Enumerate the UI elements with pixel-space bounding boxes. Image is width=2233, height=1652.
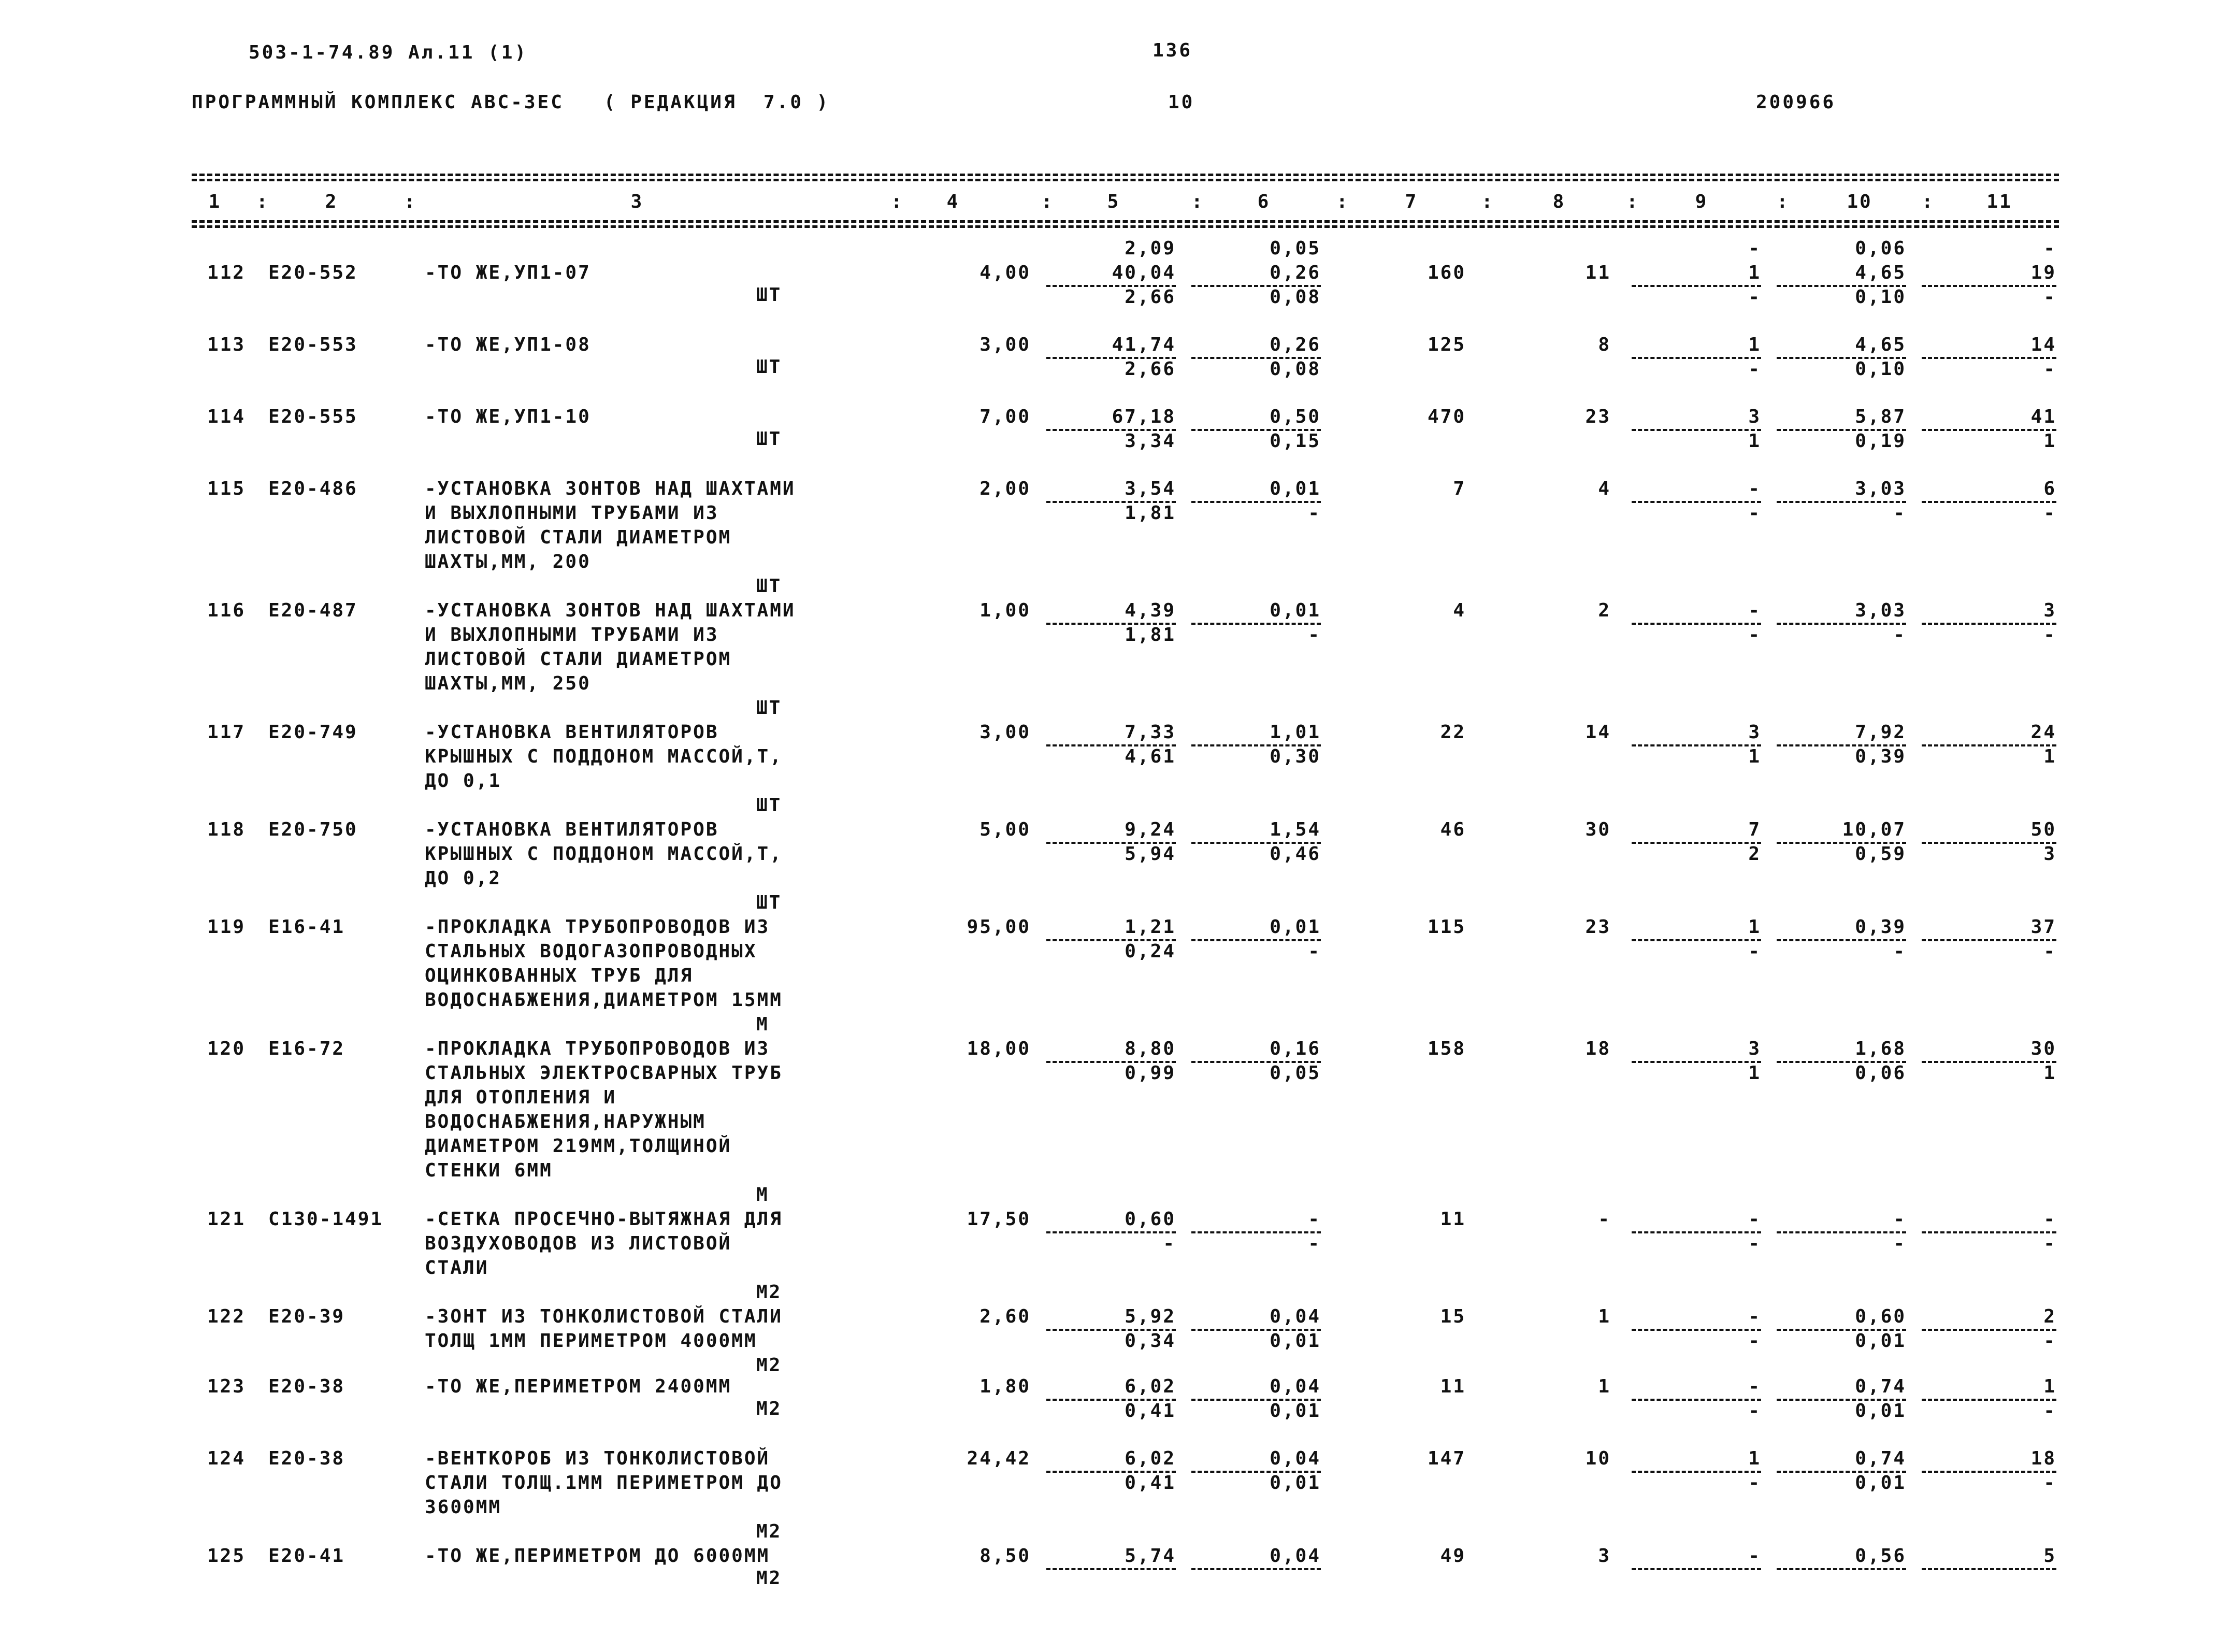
- value-col-6: 1,01: [1270, 722, 1321, 743]
- value-col-8: 4: [1598, 478, 1611, 499]
- value-col-4: 3,00: [979, 722, 1031, 743]
- row-description-line: -ТО ЖЕ,ПЕРИМЕТРОМ 2400ММ: [425, 1376, 732, 1397]
- row-description-line: -ТО ЖЕ,УП1-07: [425, 262, 591, 283]
- value-col-6: 0,50: [1270, 406, 1321, 427]
- value-col-9: 3: [1748, 1038, 1761, 1059]
- value-col-10: 0,74: [1855, 1448, 1906, 1469]
- row-description-line: ЛИСТОВОЙ СТАЛИ ДИАМЕТРОМ: [425, 527, 732, 548]
- column-separator: :: [1626, 191, 1639, 212]
- value-col-7: 22: [1440, 722, 1466, 743]
- row-description-line: -ТО ЖЕ,УП1-10: [425, 406, 591, 427]
- value-col-11: -: [2043, 1233, 2056, 1254]
- value-col-5: 0,34: [1125, 1330, 1176, 1352]
- column-header-5: 5: [1107, 191, 1120, 212]
- value-col-5: 3,54: [1125, 478, 1176, 499]
- value-col-9: -: [1748, 1209, 1761, 1230]
- value-col-11: -: [2043, 1400, 2056, 1421]
- value-col-8: 3: [1598, 1545, 1611, 1567]
- value-col-5: 3,34: [1125, 430, 1176, 452]
- value-col-7: 7: [1453, 478, 1466, 499]
- row-code: Е20-487: [268, 600, 358, 621]
- row-description-line: КРЫШНЫХ С ПОДДОНОМ МАССОЙ,Т,: [425, 843, 783, 865]
- value-col-8: 1: [1598, 1376, 1611, 1397]
- row-description-line: -СЕТКА ПРОСЕЧНО-ВЫТЯЖНАЯ ДЛЯ: [425, 1209, 783, 1230]
- column-header-4: 4: [946, 191, 960, 212]
- value-col-6: 0,15: [1270, 430, 1321, 452]
- value-col-11: 18: [2030, 1448, 2056, 1469]
- row-description-line: 3600ММ: [425, 1497, 502, 1518]
- value-col-11: -: [2043, 502, 2056, 524]
- value-col-9: -: [1748, 478, 1761, 499]
- value-col-10: -: [1893, 941, 1906, 962]
- column-separator: :: [1191, 191, 1204, 212]
- row-description-line: ДО 0,1: [425, 770, 502, 792]
- value-col-6: -: [1308, 941, 1321, 962]
- unit-of-measure: М: [756, 1184, 769, 1205]
- value-col-8: 18: [1585, 1038, 1611, 1059]
- column-separator: :: [891, 191, 904, 212]
- row-description-line: ШАХТЫ,ММ, 200: [425, 551, 591, 572]
- unit-of-measure: ШТ: [756, 428, 782, 450]
- value-col-9: 1: [1748, 1062, 1761, 1084]
- value-col-5: 4,39: [1125, 600, 1176, 621]
- value-col-5: 1,81: [1125, 624, 1176, 645]
- dashed-separator-col-5: [1046, 1568, 1176, 1570]
- value-col-6: 0,01: [1270, 600, 1321, 621]
- dashed-separator-col-6: [1191, 1568, 1321, 1570]
- value-col-4: 1,80: [979, 1376, 1031, 1397]
- value-col-7: 125: [1427, 334, 1466, 355]
- row-number: 115: [207, 478, 246, 499]
- row-number: 119: [207, 916, 246, 938]
- row-description-line: ДЛЯ ОТОПЛЕНИЯ И: [425, 1087, 617, 1108]
- row-number: 112: [207, 262, 246, 283]
- value-col-10: 1,68: [1855, 1038, 1906, 1059]
- row-code: Е20-39: [268, 1306, 345, 1327]
- value-col-8: 2: [1598, 600, 1611, 621]
- value-col-11: 37: [2030, 916, 2056, 938]
- value-col-9: -: [1748, 1545, 1761, 1567]
- value-col-6: -: [1308, 1209, 1321, 1230]
- row-number: 118: [207, 819, 246, 840]
- value-col-11: -: [2043, 1209, 2056, 1230]
- row-description-line: ВОЗДУХОВОДОВ ИЗ ЛИСТОВОЙ: [425, 1233, 732, 1254]
- value-col-9: 1: [1748, 916, 1761, 938]
- value-col-11: 24: [2030, 722, 2056, 743]
- row-number: 120: [207, 1038, 246, 1059]
- column-header-1: 1: [208, 191, 222, 212]
- value-col-5: 6,02: [1125, 1448, 1176, 1469]
- value-col-5: 0,24: [1125, 941, 1176, 962]
- row-description-line: И ВЫХЛОПНЫМИ ТРУБАМИ ИЗ: [425, 624, 719, 645]
- value-col-10: 0,10: [1855, 286, 1906, 308]
- row-description-line: ДИАМЕТРОМ 219ММ,ТОЛЩИНОЙ: [425, 1136, 732, 1157]
- value-col-10: 0,60: [1855, 1306, 1906, 1327]
- value-col-9: 1: [1748, 746, 1761, 767]
- unit-of-measure: ШТ: [756, 795, 782, 816]
- value-col-5: 41,74: [1112, 334, 1176, 355]
- row-code: Е16-41: [268, 916, 345, 938]
- dashed-separator-col-11: [1922, 1568, 2056, 1570]
- column-header-2: 2: [325, 191, 338, 212]
- value-col-10: 0,56: [1855, 1545, 1906, 1567]
- value-col-4: 2,60: [979, 1306, 1031, 1327]
- value-col-6: 0,01: [1270, 478, 1321, 499]
- value-col-10: 3,03: [1855, 600, 1906, 621]
- value-col-10: 5,87: [1855, 406, 1906, 427]
- row-description-line: -УСТАНОВКА ВЕНТИЛЯТОРОВ: [425, 819, 719, 840]
- sheet-number: 10: [1168, 92, 1195, 113]
- row-description-line: СТАЛИ: [425, 1257, 489, 1278]
- value-col-5: 0,41: [1125, 1400, 1176, 1421]
- value-col-10: 0,59: [1855, 843, 1906, 865]
- column-separator: :: [404, 191, 417, 212]
- dashed-separator-col-10: [1777, 1568, 1906, 1570]
- row-number: 117: [207, 722, 246, 743]
- row-description-line: ЛИСТОВОЙ СТАЛИ ДИАМЕТРОМ: [425, 649, 732, 670]
- value-col-9: -: [1748, 600, 1761, 621]
- value-col-10: -: [1893, 1233, 1906, 1254]
- document-code: 200966: [1756, 92, 1836, 113]
- value-col-6: 0,01: [1270, 1472, 1321, 1493]
- value-col-11: -: [2043, 941, 2056, 962]
- value-col-10: 0,39: [1855, 746, 1906, 767]
- row-description-line: И ВЫХЛОПНЫМИ ТРУБАМИ ИЗ: [425, 502, 719, 524]
- value-col-7: 147: [1427, 1448, 1466, 1469]
- value-col-11: 30: [2030, 1038, 2056, 1059]
- value-col-5: 67,18: [1112, 406, 1176, 427]
- value-col-4: 17,50: [967, 1209, 1031, 1230]
- value-col-9: 1: [1748, 334, 1761, 355]
- value-col-11: 14: [2030, 334, 2056, 355]
- value-col-8: 14: [1585, 722, 1611, 743]
- unit-of-measure: ШТ: [756, 697, 782, 719]
- value-col-6: 0,46: [1270, 843, 1321, 865]
- value-col-6: -: [1308, 624, 1321, 645]
- value-col-9: -: [1748, 238, 1761, 259]
- value-col-9: -: [1748, 624, 1761, 645]
- row-number: 114: [207, 406, 246, 427]
- value-col-6: -: [1308, 502, 1321, 524]
- row-code: С130-1491: [268, 1209, 384, 1230]
- value-col-7: 49: [1440, 1545, 1466, 1567]
- value-col-5: 5,74: [1125, 1545, 1176, 1567]
- row-description-line: -ТО ЖЕ,ПЕРИМЕТРОМ ДО 6000ММ: [425, 1545, 770, 1567]
- value-col-5: 2,66: [1125, 358, 1176, 380]
- value-col-10: 4,65: [1855, 262, 1906, 283]
- value-col-7: 4: [1453, 600, 1466, 621]
- value-col-10: 10,07: [1842, 819, 1906, 840]
- row-code: Е20-486: [268, 478, 358, 499]
- unit-of-measure: М: [756, 1014, 769, 1035]
- row-description-line: ВОДОСНАБЖЕНИЯ,ДИАМЕТРОМ 15ММ: [425, 989, 783, 1011]
- column-separator: :: [1336, 191, 1349, 212]
- value-col-9: 1: [1748, 430, 1761, 452]
- value-col-11: 1: [2043, 746, 2056, 767]
- row-number: 122: [207, 1306, 246, 1327]
- table-header-rule-2: [192, 225, 2059, 228]
- value-col-9: -: [1748, 1400, 1761, 1421]
- row-description-line: -УСТАНОВКА ЗОНТОВ НАД ШАХТАМИ: [425, 600, 796, 621]
- column-header-7: 7: [1405, 191, 1418, 212]
- value-col-8: 23: [1585, 406, 1611, 427]
- value-col-6: 0,05: [1270, 238, 1321, 259]
- row-description-line: СТАЛЬНЫХ ЭЛЕКТРОСВАРНЫХ ТРУБ: [425, 1062, 783, 1084]
- column-header-10: 10: [1847, 191, 1872, 212]
- column-separator: :: [1777, 191, 1790, 212]
- unit-of-measure: М2: [756, 1568, 782, 1589]
- value-col-4: 95,00: [967, 916, 1031, 938]
- value-col-6: 0,30: [1270, 746, 1321, 767]
- value-col-5: -: [1163, 1233, 1176, 1254]
- value-col-11: 2: [2043, 1306, 2056, 1327]
- page-number: 136: [1152, 40, 1193, 61]
- value-col-6: 0,04: [1270, 1545, 1321, 1567]
- table-top-rule-2: [192, 179, 2059, 181]
- value-col-9: -: [1748, 502, 1761, 524]
- value-col-4: 7,00: [979, 406, 1031, 427]
- row-description-line: СТАЛИ ТОЛЩ.1ММ ПЕРИМЕТРОМ ДО: [425, 1472, 783, 1493]
- row-number: 113: [207, 334, 246, 355]
- value-col-7: 115: [1427, 916, 1466, 938]
- value-col-6: 0,01: [1270, 916, 1321, 938]
- value-col-6: 0,05: [1270, 1062, 1321, 1084]
- value-col-5: 4,61: [1125, 746, 1176, 767]
- value-col-10: -: [1893, 1209, 1906, 1230]
- value-col-11: 3: [2043, 843, 2056, 865]
- value-col-9: -: [1748, 941, 1761, 962]
- column-header-11: 11: [1986, 191, 2012, 212]
- value-col-11: -: [2043, 624, 2056, 645]
- row-description-line: ТОЛЩ 1ММ ПЕРИМЕТРОМ 4000ММ: [425, 1330, 757, 1352]
- unit-of-measure: М2: [756, 1355, 782, 1376]
- value-col-10: 0,10: [1855, 358, 1906, 380]
- value-col-6: 0,04: [1270, 1376, 1321, 1397]
- row-description-line: СТАЛЬНЫХ ВОДОГАЗОПРОВОДНЫХ: [425, 941, 757, 962]
- column-separator: :: [1922, 191, 1935, 212]
- value-col-9: -: [1748, 1306, 1761, 1327]
- value-col-9: -: [1748, 358, 1761, 380]
- value-col-11: -: [2043, 1330, 2056, 1352]
- value-col-10: 0,01: [1855, 1330, 1906, 1352]
- table-header-rule: [192, 220, 2059, 223]
- value-col-11: 41: [2030, 406, 2056, 427]
- value-col-10: 3,03: [1855, 478, 1906, 499]
- row-description-line: ДО 0,2: [425, 868, 502, 889]
- value-col-11: 1: [2043, 1062, 2056, 1084]
- value-col-6: 0,08: [1270, 358, 1321, 380]
- value-col-9: 3: [1748, 722, 1761, 743]
- value-col-5: 0,60: [1125, 1209, 1176, 1230]
- value-col-6: 0,04: [1270, 1448, 1321, 1469]
- row-code: Е16-72: [268, 1038, 345, 1059]
- value-col-4: 3,00: [979, 334, 1031, 355]
- value-col-9: 7: [1748, 819, 1761, 840]
- row-description-line: -ПРОКЛАДКА ТРУБОПРОВОДОВ ИЗ: [425, 916, 770, 938]
- value-col-8: 30: [1585, 819, 1611, 840]
- value-col-5: 0,41: [1125, 1472, 1176, 1493]
- row-code: Е20-553: [268, 334, 358, 355]
- row-description-line: СТЕНКИ 6ММ: [425, 1160, 553, 1181]
- value-col-5: 2,66: [1125, 286, 1176, 308]
- unit-of-measure: ШТ: [756, 356, 782, 378]
- value-col-6: 1,54: [1270, 819, 1321, 840]
- value-col-7: 46: [1440, 819, 1466, 840]
- value-col-11: -: [2043, 1472, 2056, 1493]
- row-description-line: КРЫШНЫХ С ПОДДОНОМ МАССОЙ,Т,: [425, 746, 783, 767]
- value-col-5: 0,99: [1125, 1062, 1176, 1084]
- value-col-5: 1,81: [1125, 502, 1176, 524]
- row-code: Е20-41: [268, 1545, 345, 1567]
- row-description-line: ОЦИНКОВАННЫХ ТРУБ ДЛЯ: [425, 965, 694, 986]
- row-description-line: -УСТАНОВКА ЗОНТОВ НАД ШАХТАМИ: [425, 478, 796, 499]
- value-col-9: -: [1748, 1376, 1761, 1397]
- value-col-6: 0,08: [1270, 286, 1321, 308]
- value-col-11: 5: [2043, 1545, 2056, 1567]
- value-col-10: -: [1893, 502, 1906, 524]
- value-col-7: 160: [1427, 262, 1466, 283]
- unit-of-measure: ШТ: [756, 284, 782, 306]
- row-description-line: -ЗОНТ ИЗ ТОНКОЛИСТОВОЙ СТАЛИ: [425, 1306, 783, 1327]
- value-col-9: 1: [1748, 1448, 1761, 1469]
- value-col-7: 11: [1440, 1209, 1466, 1230]
- value-col-5: 9,24: [1125, 819, 1176, 840]
- row-number: 123: [207, 1376, 246, 1397]
- row-description-line: -УСТАНОВКА ВЕНТИЛЯТОРОВ: [425, 722, 719, 743]
- unit-of-measure: М2: [756, 1398, 782, 1419]
- row-description-line: ВОДОСНАБЖЕНИЯ,НАРУЖНЫМ: [425, 1111, 706, 1132]
- row-description-line: -ВЕНТКОРОБ ИЗ ТОНКОЛИСТОВОЙ: [425, 1448, 770, 1469]
- row-number: 116: [207, 600, 246, 621]
- value-col-10: 0,01: [1855, 1472, 1906, 1493]
- unit-of-measure: М2: [756, 1282, 782, 1303]
- value-col-10: 0,06: [1855, 1062, 1906, 1084]
- row-description-line: -ТО ЖЕ,УП1-08: [425, 334, 591, 355]
- value-col-8: 8: [1598, 334, 1611, 355]
- value-col-6: 0,26: [1270, 262, 1321, 283]
- value-col-6: 0,16: [1270, 1038, 1321, 1059]
- value-col-10: -: [1893, 624, 1906, 645]
- column-header-9: 9: [1695, 191, 1708, 212]
- value-col-11: -: [2043, 286, 2056, 308]
- value-col-9: -: [1748, 1233, 1761, 1254]
- value-col-5: 5,94: [1125, 843, 1176, 865]
- value-col-11: 6: [2043, 478, 2056, 499]
- program-title: ПРОГРАММНЫЙ КОМПЛЕКС АВС-3ЕС ( РЕДАКЦИЯ 7.0 ): [192, 92, 830, 113]
- value-col-9: -: [1748, 286, 1761, 308]
- value-col-11: 50: [2030, 819, 2056, 840]
- value-col-4: 2,00: [979, 478, 1031, 499]
- row-number: 124: [207, 1448, 246, 1469]
- value-col-6: 0,26: [1270, 334, 1321, 355]
- value-col-11: 1: [2043, 1376, 2056, 1397]
- row-code: Е20-555: [268, 406, 358, 427]
- doc-code: 503-1-74.89 Ал.11 (1): [249, 42, 528, 63]
- row-description-line: ШАХТЫ,ММ, 250: [425, 673, 591, 694]
- value-col-5: 7,33: [1125, 722, 1176, 743]
- value-col-9: 2: [1748, 843, 1761, 865]
- value-col-6: -: [1308, 1233, 1321, 1254]
- value-col-7: 470: [1427, 406, 1466, 427]
- value-col-9: 3: [1748, 406, 1761, 427]
- value-col-5: 2,09: [1125, 238, 1176, 259]
- row-code: Е20-749: [268, 722, 358, 743]
- column-separator: :: [1041, 191, 1054, 212]
- column-header-6: 6: [1257, 191, 1271, 212]
- value-col-8: 11: [1585, 262, 1611, 283]
- table-top-rule: [192, 174, 2059, 176]
- value-col-10: 0,39: [1855, 916, 1906, 938]
- column-header-3: 3: [630, 191, 644, 212]
- value-col-11: -: [2043, 238, 2056, 259]
- value-col-5: 40,04: [1112, 262, 1176, 283]
- value-col-10: 0,01: [1855, 1400, 1906, 1421]
- dashed-separator-col-9: [1632, 1568, 1761, 1570]
- row-code: Е20-38: [268, 1448, 345, 1469]
- value-col-10: 0,74: [1855, 1376, 1906, 1397]
- row-description-line: -ПРОКЛАДКА ТРУБОПРОВОДОВ ИЗ: [425, 1038, 770, 1059]
- value-col-11: 1: [2043, 430, 2056, 452]
- column-separator: :: [256, 191, 269, 212]
- value-col-5: 8,80: [1125, 1038, 1176, 1059]
- value-col-8: 10: [1585, 1448, 1611, 1469]
- value-col-10: 7,92: [1855, 722, 1906, 743]
- value-col-5: 1,21: [1125, 916, 1176, 938]
- column-separator: :: [1481, 191, 1494, 212]
- value-col-10: 0,06: [1855, 238, 1906, 259]
- value-col-6: 0,01: [1270, 1330, 1321, 1352]
- value-col-4: 4,00: [979, 262, 1031, 283]
- row-code: Е20-38: [268, 1376, 345, 1397]
- row-code: Е20-750: [268, 819, 358, 840]
- value-col-8: 23: [1585, 916, 1611, 938]
- value-col-6: 0,04: [1270, 1306, 1321, 1327]
- value-col-5: 5,92: [1125, 1306, 1176, 1327]
- value-col-6: 0,01: [1270, 1400, 1321, 1421]
- unit-of-measure: М2: [756, 1521, 782, 1542]
- row-code: Е20-552: [268, 262, 358, 283]
- value-col-11: 19: [2030, 262, 2056, 283]
- value-col-9: -: [1748, 1472, 1761, 1493]
- value-col-8: 1: [1598, 1306, 1611, 1327]
- value-col-5: 6,02: [1125, 1376, 1176, 1397]
- value-col-11: 3: [2043, 600, 2056, 621]
- value-col-4: 8,50: [979, 1545, 1031, 1567]
- value-col-7: 158: [1427, 1038, 1466, 1059]
- value-col-4: 24,42: [967, 1448, 1031, 1469]
- value-col-7: 15: [1440, 1306, 1466, 1327]
- value-col-10: 4,65: [1855, 334, 1906, 355]
- value-col-4: 18,00: [967, 1038, 1031, 1059]
- value-col-4: 5,00: [979, 819, 1031, 840]
- row-number: 125: [207, 1545, 246, 1567]
- column-header-8: 8: [1552, 191, 1566, 212]
- unit-of-measure: ШТ: [756, 892, 782, 913]
- value-col-7: 11: [1440, 1376, 1466, 1397]
- value-col-4: 1,00: [979, 600, 1031, 621]
- value-col-9: 1: [1748, 262, 1761, 283]
- value-col-8: -: [1598, 1209, 1611, 1230]
- value-col-9: -: [1748, 1330, 1761, 1352]
- value-col-10: 0,19: [1855, 430, 1906, 452]
- value-col-11: -: [2043, 358, 2056, 380]
- unit-of-measure: ШТ: [756, 576, 782, 597]
- row-number: 121: [207, 1209, 246, 1230]
